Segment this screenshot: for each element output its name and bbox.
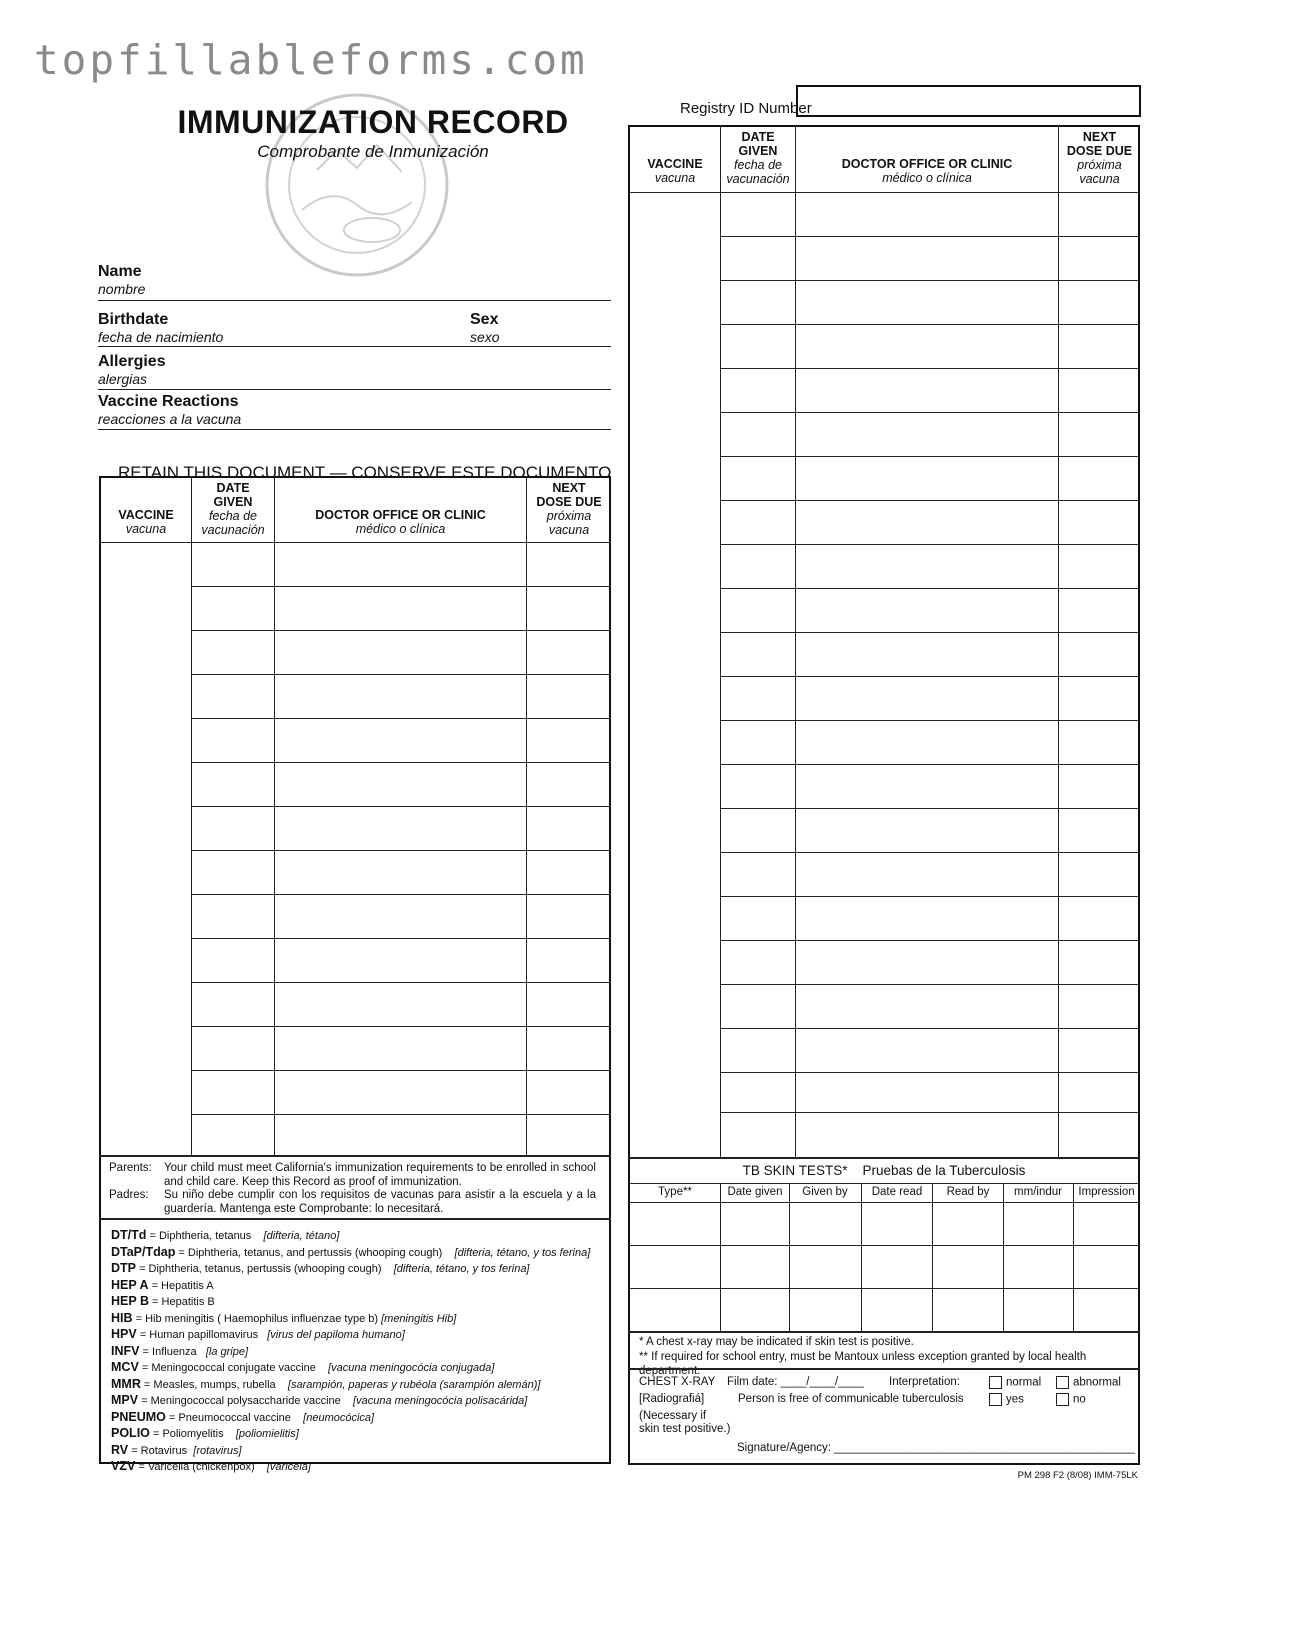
list-item: HEP B = Hepatitis B [111, 1294, 215, 1308]
left-header-doctor: DOCTOR OFFICE OR CLINIC médico o clínica [315, 508, 486, 536]
parents-text: Your child must meet California's immunization requirements to be enrolled in school and child care. Keep this Record as proof of immunization. [164, 1162, 596, 1188]
list-item: PNEUMO = Pneumococcal vaccine [neumocócica] [111, 1409, 375, 1424]
person-free-label: Person is free of communicable tuberculosis [738, 1393, 964, 1405]
table-row [720, 632, 1140, 633]
list-item: INFV = Influenza [la gripe] [111, 1343, 249, 1358]
xray-label: CHEST X-RAY [639, 1376, 716, 1388]
form-code: PM 298 F2 (8/08) IMM-75LK [1017, 1470, 1138, 1481]
name-label: Name [98, 263, 142, 280]
registry-id-label: Registry ID Number [680, 100, 812, 117]
allergies-label: Allergies [98, 353, 166, 370]
table-row [720, 456, 1140, 457]
list-item: VZV = Varicella (chickenpox) [varicela] [111, 1459, 311, 1473]
right-header-date: DATE GIVEN fecha de vacunación [726, 130, 790, 186]
left-table-rows[interactable] [99, 542, 611, 1155]
tb-col-read-by: Read by [946, 1186, 990, 1198]
xray-label-es: [Radiografiá] [639, 1393, 705, 1405]
table-row [720, 236, 1140, 237]
retain-notice: RETAIN THIS DOCUMENT — CONSERVE ESTE DOCUMENTO [118, 463, 612, 482]
table-row [191, 1070, 611, 1071]
list-item: MCV = Meningococcal conjugate vaccine [vacuna meningocócia conjugada] [111, 1360, 495, 1374]
abbrev-divider [99, 1218, 611, 1220]
table-row [720, 852, 1140, 853]
col-divider [789, 1183, 790, 1331]
table-row [720, 1072, 1140, 1073]
table-row [191, 630, 611, 631]
normal-checkbox[interactable]: normal [989, 1376, 1041, 1390]
table-row [720, 500, 1140, 501]
name-sub-label: nombre [98, 281, 146, 297]
table-row [720, 324, 1140, 325]
table-row [191, 718, 611, 719]
table-row [191, 938, 611, 939]
col-divider [1073, 1183, 1074, 1331]
xray-necessary-2: skin test positive.) [639, 1423, 731, 1435]
table-row [720, 1112, 1140, 1113]
right-header-next-dose: NEXT DOSE DUE próxima vacuna [1066, 130, 1133, 186]
list-item: POLIO = Poliomyelitis [poliomielitis] [111, 1426, 299, 1440]
list-item: DTP = Diphtheria, tetanus, pertussis (whooping cough) [difteria, tétano, y tos ferina] [111, 1261, 530, 1275]
allergies-sub-label: alergias [98, 371, 148, 387]
table-bottom-divider [99, 1155, 611, 1157]
tb-table[interactable] [628, 1183, 1140, 1331]
table-row [720, 280, 1140, 281]
watermark: topfillableforms.com [34, 36, 588, 84]
left-header-vaccine: VACCINE vacuna [118, 508, 174, 536]
right-table-rows[interactable] [628, 192, 1140, 1157]
signature-field[interactable]: Signature/Agency: _______________________________________________ [737, 1442, 1135, 1454]
parents-label: Parents: [109, 1162, 152, 1174]
col-divider [932, 1183, 933, 1331]
table-row [628, 1288, 1140, 1289]
tb-note-2: ** If required for school entry, must be Mantoux unless exception granted by local health department. [639, 1351, 1087, 1377]
list-item: MPV = Meningococcal polysaccharide vaccine [vacuna meningocócia polisacárida] [111, 1393, 528, 1407]
list-item: DTaP/Tdap = Diphtheria, tetanus, and pertussis (whooping cough) [difteria, tétano, y tos ferina] [111, 1244, 591, 1259]
birthdate-label: Birthdate [98, 311, 169, 328]
list-item: HIB = Hib meningitis ( Haemophilus influenzae type b) [meningitis Hib] [111, 1310, 457, 1325]
tb-col-date-read: Date read [871, 1186, 923, 1198]
tb-note-1: * A chest x-ray may be indicated if skin test is positive. [639, 1336, 914, 1348]
list-item: HPV = Human papillomavirus [virus del papiloma humano] [111, 1327, 405, 1341]
tb-col-date-given: Date given [727, 1186, 783, 1198]
table-row [720, 412, 1140, 413]
table-row [191, 674, 611, 675]
table-row [191, 982, 611, 983]
list-item: DT/Td = Diphtheria, tetanus [difteria, tétano] [111, 1228, 340, 1242]
table-row [191, 806, 611, 807]
table-row [720, 676, 1140, 677]
tb-title: TB SKIN TESTS* Pruebas de la Tuberculosis [742, 1163, 1026, 1178]
abnormal-checkbox[interactable]: abnormal [1056, 1376, 1121, 1390]
tb-col-impression: Impression [1078, 1186, 1135, 1198]
interpretation-label: Interpretation: [889, 1376, 960, 1388]
table-row [720, 1028, 1140, 1029]
sex-label: Sex [470, 311, 499, 328]
table-row [628, 1245, 1140, 1246]
table-row [720, 368, 1140, 369]
table-row [191, 762, 611, 763]
abbreviation-list [111, 1228, 601, 1476]
xray-necessary: (Necessary if [639, 1410, 707, 1422]
table-row [191, 1026, 611, 1027]
reactions-sub-label: reacciones a la vacuna [98, 411, 242, 427]
right-header-doctor: DOCTOR OFFICE OR CLINIC médico o clínica [841, 157, 1013, 185]
table-row [191, 586, 611, 587]
col-divider [720, 1183, 721, 1331]
reactions-field[interactable] [98, 429, 611, 430]
table-row [720, 984, 1140, 985]
table-row [720, 544, 1140, 545]
birthdate-field[interactable] [98, 346, 611, 347]
yes-checkbox[interactable]: yes [989, 1393, 1024, 1407]
left-header-next-dose: NEXT DOSE DUE próxima vacuna [536, 481, 602, 537]
table-row [191, 850, 611, 851]
tb-col-type: Type** [658, 1186, 692, 1198]
form-subtitle: Comprobante de Inmunización [257, 142, 489, 161]
film-date-field[interactable]: Film date: ____/____/____ [727, 1376, 864, 1388]
table-row [720, 940, 1140, 941]
padres-label: Padres: [109, 1189, 149, 1201]
table-row [720, 588, 1140, 589]
table-row [720, 720, 1140, 721]
list-item: HEP A = Hepatitis A [111, 1277, 214, 1292]
birthdate-sub-label: fecha de nacimiento [98, 329, 224, 345]
name-field[interactable] [98, 300, 611, 301]
right-header-vaccine: VACCINE vacuna [647, 157, 703, 185]
list-item: RV = Rotavirus [rotavirus] [111, 1442, 242, 1457]
left-header-date: DATE GIVEN fecha de vacunación [201, 481, 265, 537]
tb-bottom-divider [628, 1331, 1140, 1333]
table-row [720, 764, 1140, 765]
registry-id-input[interactable] [796, 85, 1141, 117]
table-row [720, 808, 1140, 809]
col-divider [1003, 1183, 1004, 1331]
reactions-label: Vaccine Reactions [98, 393, 239, 410]
tb-top-divider [628, 1157, 1140, 1159]
padres-text: Su niño debe cumplir con los requisitos de vacunas para asistir a la escuela y a la guardería. Mantenga este Comprobante: lo necesitará. [164, 1189, 596, 1215]
table-row [720, 896, 1140, 897]
xray-divider [628, 1368, 1140, 1370]
tb-col-given-by: Given by [802, 1186, 848, 1198]
tb-col-mm-indur: mm/indur [1014, 1186, 1062, 1198]
no-checkbox[interactable]: no [1056, 1393, 1086, 1407]
allergies-field[interactable] [98, 389, 611, 390]
list-item: MMR = Measles, mumps, rubella [sarampión, paperas y rubéola (sarampión alemán)] [111, 1376, 541, 1391]
form-title: IMMUNIZATION RECORD [177, 104, 569, 140]
sex-sub-label: sexo [470, 329, 500, 345]
table-row [191, 1114, 611, 1115]
table-row [191, 894, 611, 895]
col-divider [861, 1183, 862, 1331]
